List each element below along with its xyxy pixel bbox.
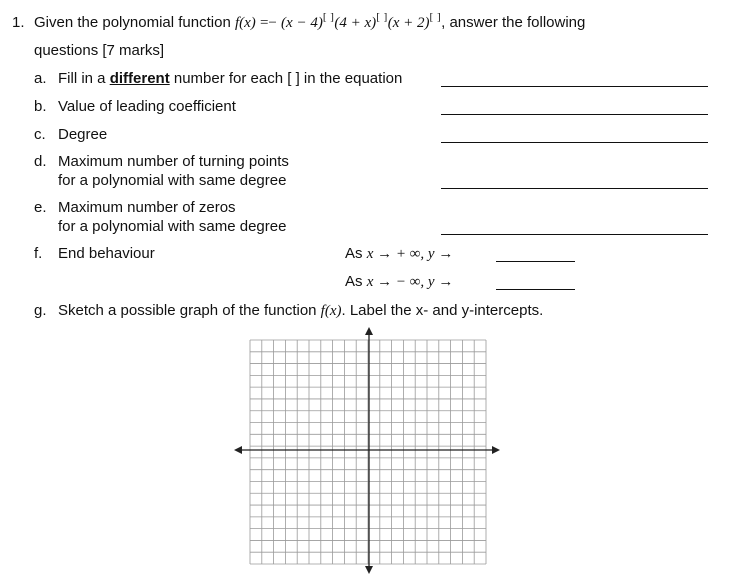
coordinate-grid[interactable] (232, 326, 504, 574)
question-stem-line2: questions [7 marks] (34, 42, 165, 59)
part-a-text (58, 70, 402, 87)
function-name: f(x) (234, 15, 256, 31)
answer-line-e[interactable] (441, 234, 708, 235)
answer-line-c[interactable] (441, 142, 708, 143)
factor-2: (4 + x) (334, 15, 377, 31)
part-g-letter: g. (34, 302, 47, 319)
part-g-pre: Sketch a possible graph of the function (58, 302, 321, 319)
part-d-letter: d. (34, 153, 47, 170)
exponent-blank-1[interactable]: [ ] (322, 11, 335, 23)
as-label-2: As (345, 273, 363, 290)
x-axis-left-arrow-icon (234, 446, 242, 454)
part-e-letter: e. (34, 199, 47, 216)
exponent-blank-2[interactable]: [ ] (376, 11, 388, 23)
exponent-blank-3[interactable]: [ ] (429, 11, 442, 23)
factor-3: (x + 2) (387, 15, 430, 31)
y-axis-up-arrow-icon (365, 327, 373, 335)
part-c-text: Degree (58, 126, 108, 143)
y-axis-down-arrow-icon (365, 566, 373, 574)
part-b-letter: b. (34, 98, 47, 115)
part-a-post: number for each [ ] in the equation (169, 70, 403, 87)
part-c-letter: c. (34, 126, 46, 143)
answer-line-f1[interactable] (496, 261, 575, 262)
grid-lines (250, 340, 486, 564)
end-behaviour-row-2 (345, 273, 453, 291)
answer-line-a[interactable] (441, 86, 708, 87)
limit-expression-2: x → − ∞, y → (366, 274, 454, 290)
part-b-text: Value of leading coefficient (58, 98, 236, 115)
part-g-text (58, 302, 543, 320)
part-a-pre: Fill in a (58, 70, 110, 87)
question-stem (34, 11, 586, 32)
stem-intro: Given the polynomial function (34, 14, 231, 31)
part-a-emphasis: different (109, 70, 170, 87)
part-g-post: . Label the x- and y-intercepts. (341, 302, 544, 319)
part-e-line1: Maximum number of zeros (58, 199, 236, 216)
answer-line-d[interactable] (441, 188, 708, 189)
limit-expression-1: x → + ∞, y → (366, 246, 454, 262)
as-label-1: As (345, 245, 363, 262)
part-f-text: End behaviour (58, 245, 155, 262)
answer-line-b[interactable] (441, 114, 708, 115)
factor-1: (x − 4) (281, 15, 323, 31)
part-g-function: f(x) (320, 303, 342, 319)
answer-line-f2[interactable] (496, 289, 575, 290)
part-d-line2: for a polynomial with same degree (58, 172, 287, 189)
part-f-letter: f. (34, 245, 43, 262)
part-a-letter: a. (34, 70, 47, 87)
end-behaviour-row-1 (345, 245, 453, 263)
question-number: 1. (12, 14, 25, 31)
part-d-line1: Maximum number of turning points (58, 153, 289, 170)
equals-sign: =− (259, 15, 277, 31)
stem-tail: , answer the following (441, 14, 586, 31)
x-axis-right-arrow-icon (492, 446, 500, 454)
part-e-line2: for a polynomial with same degree (58, 218, 287, 235)
